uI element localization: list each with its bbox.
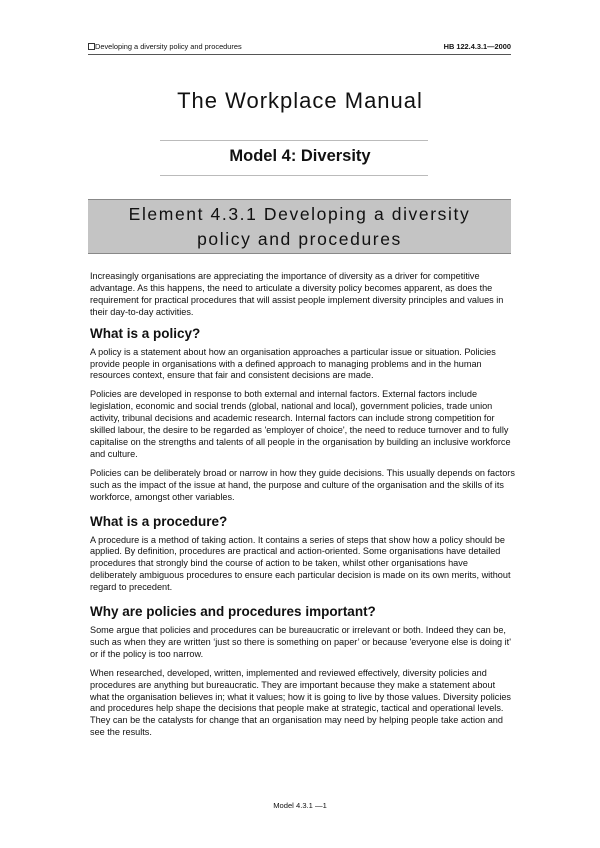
page-footer: Model 4.3.1 —1 (273, 801, 327, 810)
paragraph: When researched, developed, written, implemented and reviewed effectively, diversity policies and procedures are anything but bureaucratic. They are important because they make a statement about what the organisation believes in; what it values; how it is going to live by those values. Diversity policies and procedures help shape the decisions that people make at strategic, tactical and operational levels. They can be the catalysts for change that an organisation may need by helping people take action and see the results. (90, 667, 511, 738)
standard-number: HB 122.4.3.1—2000 (443, 42, 511, 51)
divider-bottom (160, 175, 428, 176)
section-heading-policy: What is a policy? (90, 325, 201, 341)
paragraph: A procedure is a method of taking action. It contains a series of steps that show how a policy should be applied. By definition, procedures are practical and action-oriented. Some organisations have detailed procedures that strongly bind the course of action to be taken, whilst other organisations have deliberately ambiguous procedures to ensure each particular decision is made on its own merits, without regard to precedent. (90, 534, 511, 593)
section-heading-procedure: What is a procedure? (90, 513, 228, 529)
intro-paragraph: Increasingly organisations are appreciating the importance of diversity as a driver for competitive advantage. As this happens, the need to articulate a diversity policy becomes apparent, as does the requirement for practical procedures that will assist people implement diversity principles and values in their day-to-day activities. (90, 271, 504, 317)
paragraph: Policies can be deliberately broad or narrow in how they guide decisions. This usually depends on factors such as the impact of the issue at hand, the purpose and culture of the organisation and the skills of its workforce, amongst other variables. (90, 467, 515, 502)
paragraph: A policy is a statement about how an organisation approaches a particular issue or situation. Policies provide people in organisations with a defined approach to managing problems and in the human resources context, ensure that fair and consistent decisions are made. (90, 346, 496, 381)
running-header-title: Developing a diversity policy and procedures (95, 42, 242, 51)
body-content (90, 271, 515, 746)
section-heading-importance: Why are policies and procedures important? (90, 604, 376, 620)
manual-title: The Workplace Manual (177, 88, 423, 113)
paragraph: Some argue that policies and procedures can be bureaucratic or irrelevant or both. Indeed they can be, such as when they are written ‘just so there is something on paper’ or because 'everyone else is doing it' or if the policy is too narrow. (90, 625, 511, 659)
element-title-line-2: policy and procedures (197, 229, 402, 249)
running-header-left (88, 42, 242, 52)
checkbox-glyph-icon (88, 43, 95, 50)
element-title-banner (88, 199, 511, 254)
element-title-line-1: Element 4.3.1 Developing a diversity (128, 204, 471, 224)
paragraph: Policies are developed in response to both external and internal factors. External factors include legislation, economic and social trends (global, national and local), government policies, trade union activity, tribunal decisions and academic research. Internal factors can include strong competition for skilled labour, the desire to be regarded as 'employer of choice', the need to reduce turnover and to fully capitalise on the strengths and talents of all people in the organisation by building an inclusive workforce and culture. (90, 389, 511, 459)
running-header (88, 42, 511, 55)
model-title: Model 4: Diversity (229, 147, 371, 165)
divider-top (160, 140, 428, 141)
